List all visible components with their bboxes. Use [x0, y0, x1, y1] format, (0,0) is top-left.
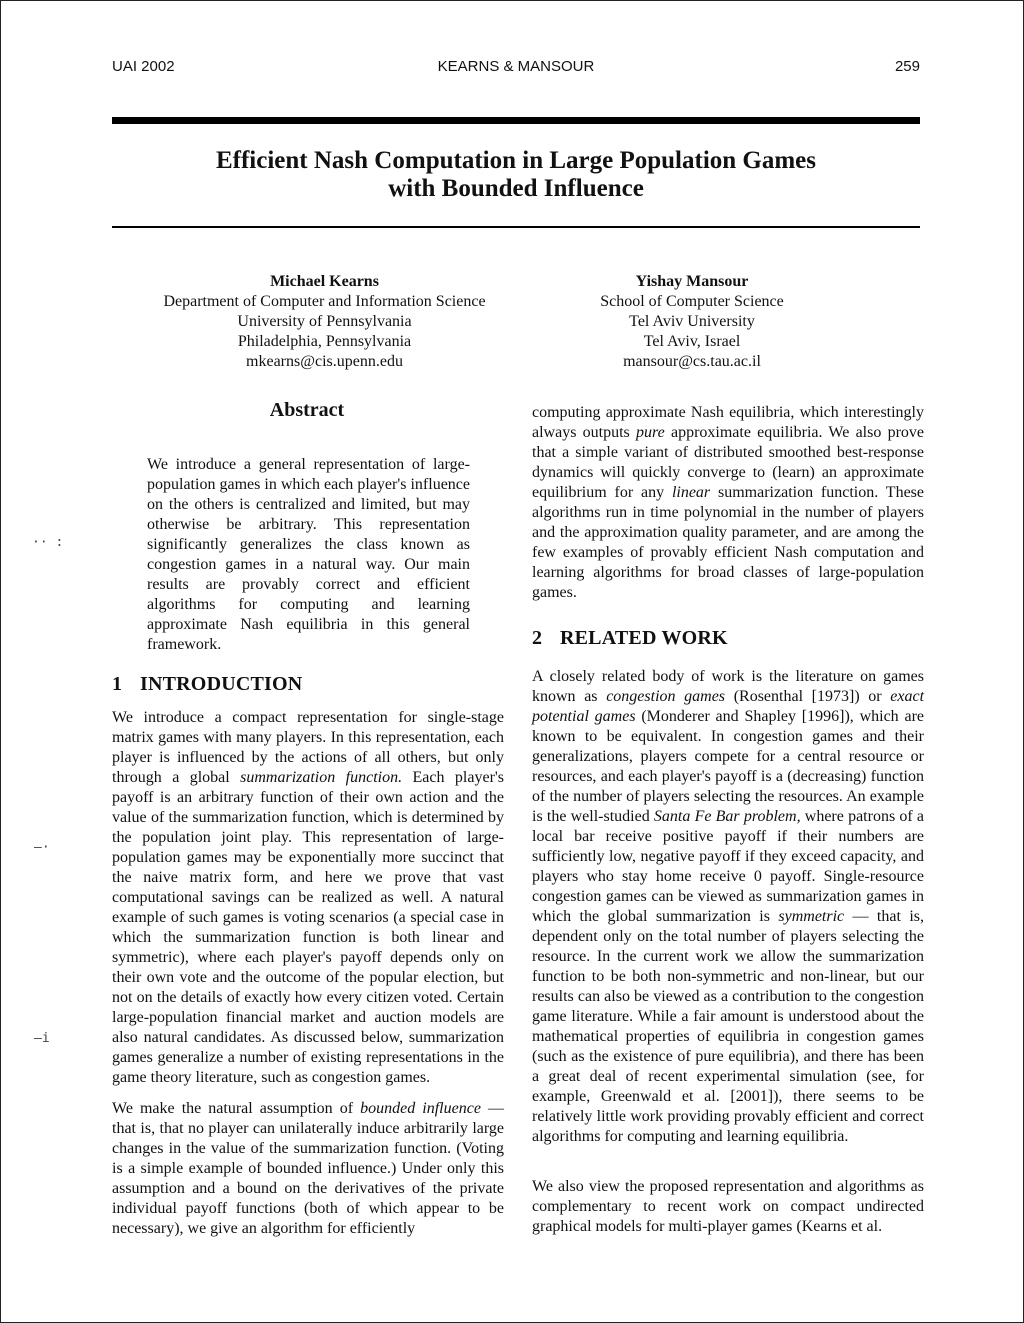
section-title-text: RELATED WORK [560, 627, 728, 649]
title-line-1: Efficient Nash Computation in Large Population Games [215, 147, 817, 174]
author-location: Tel Aviv, Israel [643, 333, 741, 350]
text-run: (Rosenthal [1973]) or [725, 688, 891, 705]
abstract-text: We introduce a general representation of large-population games in which each player's influence on the others is centralized and limited, but may otherwise be arbitrary. This representation significantly generalizes the class known as congestion games in a natural way. Our main results are provably correct and efficient algorithms for computing and learning approximate Nash equilibria in this general framework. [147, 456, 470, 653]
text-run: (Monderer and Shapley [1996]), which are known to be equivalent. In congestion games and their generalizations, players compete for a central resource or resources, and each player's payoff is a (decreasing) function of the number of players selecting the resources. An example is the well-studied [532, 708, 924, 825]
text-run: — that is, that no player can unilaterally induce arbitrarily large changes in the value of the summarization function. (Voting is a simple example of bounded influence.) Under only this assumption and a bound on the derivatives of the private individual payoff functions (both of which appear to be necessary), we give an algorithm for efficiently [112, 1100, 504, 1237]
author-department: Department of Computer and Information Science [163, 293, 486, 310]
intro-paragraph-2 [112, 1099, 504, 1239]
margin-scan-mark: ·· : [32, 535, 64, 550]
title-line-2: with Bounded Influence [388, 175, 644, 202]
running-header [112, 58, 920, 78]
section-1-heading [112, 673, 302, 696]
intro-paragraph-1 [112, 708, 504, 1088]
author-mansour [552, 272, 832, 372]
header-authors: KEARNS & MANSOUR [437, 58, 595, 75]
emphasis: pure [636, 424, 665, 441]
emphasis: linear [671, 484, 711, 501]
author-block [112, 272, 920, 382]
title-bottom-rule [112, 226, 920, 228]
text-run: Each player's payoff is an arbitrary function of their own action and the value of the summarization function, which is determined by the population joint play. This representation of large-population games may be exponentially more succinct that the naive matrix form, and here we prove that vast computational savings can be realized as well. A natural example of such games is voting scenarios (a special case in which the summarization function is both linear and symmetric), where each player's payoff depends only on their own vote and the outcome of the popular election, but not on the details of exactly how every citizen voted. Certain large-population financial market and auction models are also natural candidates. As discussed below, summarization games generalize a number of existing representations in the game theory literature, such as congestion games. [112, 769, 505, 1086]
author-name: Yishay Mansour [635, 273, 749, 290]
section-2-heading [532, 627, 728, 650]
related-paragraph-1 [532, 667, 924, 1147]
author-organization: Tel Aviv University [629, 313, 755, 330]
text-run: where patrons of a local bar receive positive payoff if their numbers are sufficiently low, negative payoff if they exceed capacity, and players who stay home receive 0 payoff. Single-resource congestion games can be viewed as summarization games in which the global summarization is [532, 808, 924, 925]
emphasis: congestion games [606, 688, 726, 705]
author-kearns [142, 272, 507, 372]
header-venue: UAI 2002 [112, 58, 175, 75]
intro-paragraph-continued [532, 403, 924, 603]
abstract-heading: Abstract [269, 399, 345, 421]
section-number: 2 [532, 627, 543, 649]
emphasis: symmetric [778, 908, 845, 925]
margin-scan-mark: —i [34, 1031, 50, 1046]
emphasis: summarization function. [240, 769, 403, 786]
author-organization: University of Pennsylvania [237, 313, 412, 330]
text-run: computing approximate Nash equilibria, which interestingly always outputs [532, 404, 924, 441]
text-run: We make the natural assumption of [112, 1100, 361, 1117]
author-department: School of Computer Science [600, 293, 784, 310]
text-run: — that is, dependent only on the total number of players selecting the resource. In the current work we allow the summarization function to be both non-symmetric and non-linear, but our results can also be viewed as a contribution to the congestion game literature. While a fair amount is understood about the mathematical properties of equilibria in congestion games (such as the existence of pure equilibria), and there has been a great deal of recent experimental simulation (see, for example, Greenwald et al. [2001]), there seems to be relatively little work providing provably efficient and correct algorithms for computing and learning equilibria. [532, 908, 924, 1145]
text-run: A closely related body of work is the literature on games known as [532, 668, 924, 705]
section-number: 1 [112, 673, 123, 695]
author-location: Philadelphia, Pennsylvania [237, 333, 412, 350]
header-page-number: 259 [894, 58, 920, 75]
title-top-rule [112, 117, 920, 124]
text-run: approximate equilibria. We also prove that a simple variant of distributed smoothed best-response dynamics will quickly converge to (learn) an approximate equilibrium for any [532, 424, 925, 501]
section-title-text: INTRODUCTION [140, 673, 303, 695]
margin-scan-mark: —· [34, 840, 50, 855]
author-email: mkearns@cis.upenn.edu [246, 353, 403, 370]
emphasis: exact potential games [532, 688, 925, 725]
related-paragraph-2: We also view the proposed representation and algorithms as complementary to recent work on compact undirected graphical models for multi-player games (Kearns et al. [532, 1178, 924, 1235]
emphasis: Santa Fe Bar problem, [653, 808, 801, 825]
text-run: We introduce a compact representation for single-stage matrix games with many players. In this representation, each player is influenced by the actions of all others, but only through a global [112, 709, 504, 786]
text-run: summarization function. These algorithms run in time polynomial in the number of players and the approximation quality parameter, and are among the few examples of provably efficient Nash computation and learning algorithms for broad classes of large-population games. [532, 484, 924, 601]
paper-title [112, 147, 920, 203]
author-email: mansour@cs.tau.ac.il [623, 353, 761, 370]
author-name: Michael Kearns [270, 273, 379, 290]
emphasis: bounded influence [360, 1100, 481, 1117]
